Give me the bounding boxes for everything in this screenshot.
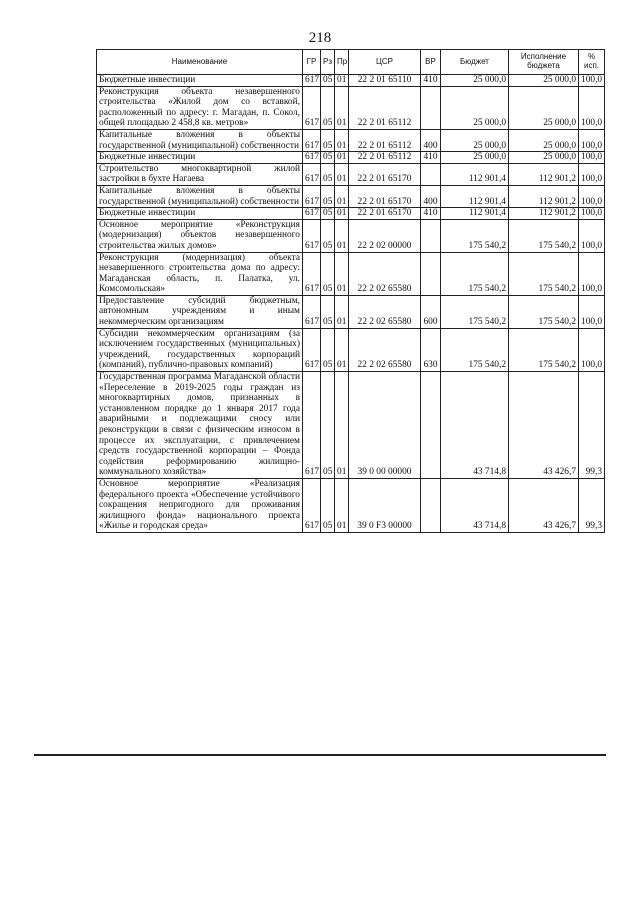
row-budget: 112 901,4 [441,208,509,220]
row-pr: 01 [335,75,349,87]
row-execution: 112 901,2 [509,163,579,185]
row-pr: 01 [335,129,349,151]
row-rz: 05 [321,295,335,328]
header-pr: Пр [335,50,349,75]
row-pr: 01 [335,252,349,295]
row-pr: 01 [335,152,349,164]
row-percent: 100,0 [579,75,605,87]
row-vr [421,372,441,479]
row-execution: 112 901,2 [509,208,579,220]
row-name: Государственная программа Магаданской области «Переселение в 2019-2025 годы граждан из многоквартирных домов, признанных в установленном порядке до 1 января 2017 года аварийными и подлежащими сносу или реконструкции в связи с физическим износом в процессе их эксплуатации, с привлечением средств государственной корпорации – Фонда содействия реформированию жилищно-коммунального хозяйства» [97,372,303,479]
row-csr: 39 0 00 00000 [349,372,421,479]
row-budget: 112 901,4 [441,185,509,207]
header-rz: Рз [321,50,335,75]
row-execution: 43 426,7 [509,478,579,532]
row-percent: 100,0 [579,328,605,371]
row-vr: 400 [421,129,441,151]
table-row [97,163,605,185]
row-execution: 25 000,0 [509,86,579,129]
row-vr: 410 [421,208,441,220]
row-vr: 410 [421,75,441,87]
row-budget: 25 000,0 [441,86,509,129]
row-execution: 175 540,2 [509,328,579,371]
row-pr: 01 [335,478,349,532]
row-gr: 617 [303,163,321,185]
row-gr: 617 [303,252,321,295]
table-row [97,86,605,129]
table-row [97,208,605,220]
row-execution: 25 000,0 [509,152,579,164]
row-name: Реконструкция (модернизация) объекта незавершенного строительства дома по адресу: Магаданская область, п. Палатка, ул. Комсомольская» [97,252,303,295]
row-execution: 25 000,0 [509,129,579,151]
table-row [97,328,605,371]
header-csr: ЦСР [349,50,421,75]
row-csr: 22 2 01 65112 [349,86,421,129]
table-row [97,75,605,87]
row-execution: 175 540,2 [509,219,579,252]
header-name: Наименование [97,50,303,75]
row-rz: 05 [321,208,335,220]
row-vr [421,252,441,295]
footer-divider [34,754,606,756]
row-gr: 617 [303,185,321,207]
row-name: Бюджетные инвестиции [97,75,303,87]
row-gr: 617 [303,219,321,252]
row-csr: 22 2 01 65112 [349,129,421,151]
row-budget: 175 540,2 [441,328,509,371]
row-csr: 22 2 02 00000 [349,219,421,252]
row-rz: 05 [321,252,335,295]
row-execution: 175 540,2 [509,252,579,295]
row-execution: 25 000,0 [509,75,579,87]
row-vr [421,478,441,532]
row-pr: 01 [335,295,349,328]
row-csr: 22 2 02 65580 [349,252,421,295]
row-gr: 617 [303,86,321,129]
row-vr [421,86,441,129]
table-row [97,252,605,295]
row-percent: 100,0 [579,152,605,164]
row-percent: 100,0 [579,129,605,151]
row-percent: 100,0 [579,208,605,220]
table-row [97,295,605,328]
row-percent: 100,0 [579,185,605,207]
row-budget: 43 714,8 [441,372,509,479]
budget-table [96,49,605,533]
header-budget: Бюджет [441,50,509,75]
row-budget: 43 714,8 [441,478,509,532]
row-gr: 617 [303,152,321,164]
row-csr: 39 0 F3 00000 [349,478,421,532]
header-execution: Исполнение бюджета [509,50,579,75]
row-name: Бюджетные инвестиции [97,152,303,164]
row-rz: 05 [321,129,335,151]
row-pr: 01 [335,163,349,185]
row-budget: 175 540,2 [441,219,509,252]
row-csr: 22 2 01 65170 [349,208,421,220]
row-vr [421,163,441,185]
row-budget: 175 540,2 [441,252,509,295]
row-rz: 05 [321,219,335,252]
row-rz: 05 [321,478,335,532]
row-gr: 617 [303,328,321,371]
row-rz: 05 [321,163,335,185]
row-rz: 05 [321,372,335,479]
row-execution: 175 540,2 [509,295,579,328]
row-gr: 617 [303,295,321,328]
row-csr: 22 2 01 65110 [349,75,421,87]
row-gr: 617 [303,129,321,151]
row-vr [421,219,441,252]
table-row [97,152,605,164]
row-vr: 630 [421,328,441,371]
row-name: Субсидии некоммерческим организациям (за исключением государственных (муниципальных) учреждений, государственных корпораций (компаний), публично-правовых компаний) [97,328,303,371]
row-csr: 22 2 02 65580 [349,328,421,371]
page-number: 218 [308,30,332,46]
row-csr: 22 2 01 65170 [349,163,421,185]
row-pr: 01 [335,208,349,220]
row-rz: 05 [321,86,335,129]
row-percent: 100,0 [579,295,605,328]
row-budget: 112 901,4 [441,163,509,185]
table-row [97,478,605,532]
row-csr: 22 2 02 65580 [349,295,421,328]
row-name: Капитальные вложения в объекты государственной (муниципальной) собственности [97,185,303,207]
row-gr: 617 [303,208,321,220]
row-percent: 99,3 [579,372,605,479]
row-pr: 01 [335,185,349,207]
row-name: Реконструкция объекта незавершенного строительства «Жилой дом со вставкой, расположенный по адресу: г. Магадан, п. Сокол, общей площадью 2 458,8 кв. метров» [97,86,303,129]
header-percent: % исп. [579,50,605,75]
header-vr: ВР [421,50,441,75]
row-name: Основное мероприятие «Реконструкция (модернизация) объектов незавершенного строительства жилых домов» [97,219,303,252]
row-budget: 25 000,0 [441,75,509,87]
row-pr: 01 [335,219,349,252]
row-percent: 99,3 [579,478,605,532]
table-row [97,219,605,252]
row-pr: 01 [335,86,349,129]
row-percent: 100,0 [579,163,605,185]
row-rz: 05 [321,185,335,207]
row-execution: 112 901,2 [509,185,579,207]
row-name: Строительство многоквартирной жилой застройки в бухте Нагаева [97,163,303,185]
row-percent: 100,0 [579,219,605,252]
row-name: Бюджетные инвестиции [97,208,303,220]
row-percent: 100,0 [579,86,605,129]
row-rz: 05 [321,75,335,87]
row-budget: 175 540,2 [441,295,509,328]
row-csr: 22 2 01 65170 [349,185,421,207]
row-vr: 400 [421,185,441,207]
row-budget: 25 000,0 [441,129,509,151]
header-gr: ГР [303,50,321,75]
row-name: Предоставление субсидий бюджетным, автономным учреждениям и иным некоммерческим организациям [97,295,303,328]
row-gr: 617 [303,372,321,479]
table-header-row [97,50,605,75]
row-rz: 05 [321,328,335,371]
row-vr: 600 [421,295,441,328]
row-gr: 617 [303,478,321,532]
row-rz: 05 [321,152,335,164]
row-pr: 01 [335,328,349,371]
table-row [97,129,605,151]
row-budget: 25 000,0 [441,152,509,164]
table-row [97,372,605,479]
row-percent: 100,0 [579,252,605,295]
row-gr: 617 [303,75,321,87]
row-name: Основное мероприятие «Реализация федерального проекта «Обеспечение устойчивого сокращения непригодного для проживания жилищного фонда» национального проекта «Жилье и городская среда» [97,478,303,532]
row-vr: 410 [421,152,441,164]
row-execution: 43 426,7 [509,372,579,479]
row-csr: 22 2 01 65112 [349,152,421,164]
row-name: Капитальные вложения в объекты государственной (муниципальной) собственности [97,129,303,151]
row-pr: 01 [335,372,349,479]
table-row [97,185,605,207]
